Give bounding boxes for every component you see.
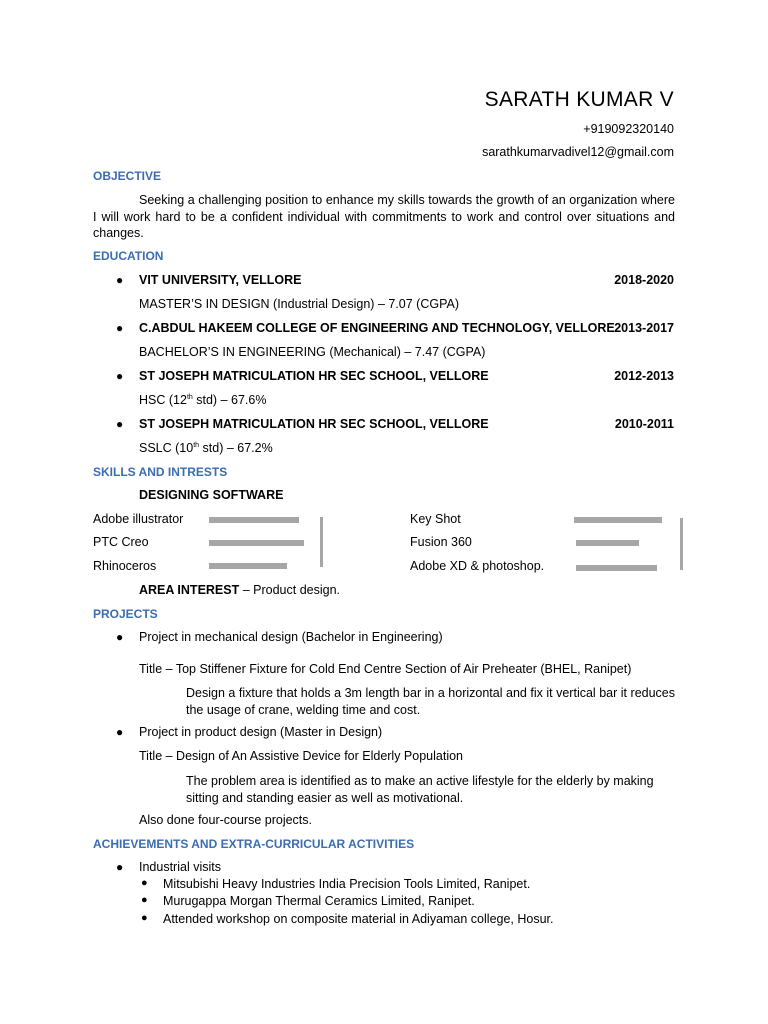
bullet-icon: ● xyxy=(116,273,124,287)
education-detail: HSC (12th std) – 67.6% xyxy=(139,393,267,407)
projects-heading: PROJECTS xyxy=(93,607,158,621)
bullet-icon: ● xyxy=(141,894,148,906)
education-school: ST JOSEPH MATRICULATION HR SEC SCHOOL, VELLORE xyxy=(139,417,489,431)
achievement-item: Murugappa Morgan Thermal Ceramics Limited, Ranipet. xyxy=(163,894,475,908)
skill-level-bar xyxy=(576,565,657,571)
project-title: Title – Top Stiffener Fixture for Cold End Centre Section of Air Preheater (BHEL, Ranipet) xyxy=(139,662,632,676)
education-school: ST JOSEPH MATRICULATION HR SEC SCHOOL, VELLORE xyxy=(139,369,489,383)
skill-name: Rhinoceros xyxy=(93,559,157,573)
education-school: VIT UNIVERSITY, VELLORE xyxy=(139,273,302,287)
area-interest: AREA INTEREST – Product design. xyxy=(139,583,341,597)
bullet-icon: ● xyxy=(116,369,124,383)
education-detail: MASTER’S IN DESIGN (Industrial Design) – 7.07 (CGPA) xyxy=(139,297,459,311)
achievement-item: Mitsubishi Heavy Industries India Precision Tools Limited, Ranipet. xyxy=(163,877,531,891)
bullet-icon: ● xyxy=(116,630,124,644)
skill-name: Key Shot xyxy=(410,512,461,526)
skill-level-bar xyxy=(576,540,639,546)
education-school: C.ABDUL HAKEEM COLLEGE OF ENGINEERING AND TECHNOLOGY, VELLORE xyxy=(139,321,615,335)
education-years: 2013-2017 xyxy=(614,321,674,335)
bullet-icon: ● xyxy=(141,877,148,889)
project-title: Title – Design of An Assistive Device for Elderly Population xyxy=(139,749,464,763)
skill-level-bar xyxy=(209,517,299,523)
project-label: Project in product design (Master in Design) xyxy=(139,725,383,739)
education-detail: BACHELOR’S IN ENGINEERING (Mechanical) – 7.47 (CGPA) xyxy=(139,345,486,359)
achievement-group-label: Industrial visits xyxy=(139,860,221,874)
education-years: 2012-2013 xyxy=(614,369,674,383)
project-label: Project in mechanical design (Bachelor in Engineering) xyxy=(139,630,443,644)
education-years: 2018-2020 xyxy=(614,273,674,287)
skill-name: Adobe illustrator xyxy=(93,512,184,526)
candidate-name: SARATH KUMAR V xyxy=(484,88,674,111)
skill-level-bar xyxy=(209,563,287,569)
education-years: 2010-2011 xyxy=(614,417,674,431)
bullet-icon: ● xyxy=(116,417,124,431)
skill-level-bar xyxy=(574,517,662,523)
education-detail: SSLC (10th std) – 67.2% xyxy=(139,441,273,455)
bullet-icon: ● xyxy=(116,321,124,335)
phone-number: +919092320140 xyxy=(583,122,674,136)
projects-extra: Also done four-course projects. xyxy=(139,813,313,827)
project-description: Design a fixture that holds a 3m length bar in a horizontal and fix it vertical bar it reduces the usage of crane, welding time and cost. xyxy=(186,686,675,717)
email-address: sarathkumarvadivel12@gmail.com xyxy=(482,145,674,159)
objective-text: Seeking a challenging position to enhance my skills towards the growth of an organization where I will work hard to be a confident individual with commitments to work and control over situations and changes. xyxy=(93,193,675,240)
skill-name: PTC Creo xyxy=(93,535,149,549)
objective-heading: OBJECTIVE xyxy=(93,169,162,183)
skill-name: Fusion 360 xyxy=(410,535,472,549)
skill-name: Adobe XD & photoshop. xyxy=(410,559,545,573)
skills-subheading: DESIGNING SOFTWARE xyxy=(139,488,284,502)
bullet-icon: ● xyxy=(116,725,124,739)
achievements-heading: ACHIEVEMENTS AND EXTRA-CURRICULAR ACTIVITIES xyxy=(93,837,415,851)
bullet-icon: ● xyxy=(116,860,124,874)
education-heading: EDUCATION xyxy=(93,249,164,263)
bullet-icon: ● xyxy=(141,912,148,924)
skill-scale-line xyxy=(680,518,683,570)
skill-scale-line xyxy=(320,517,323,567)
skill-level-bar xyxy=(209,540,304,546)
project-description: The problem area is identified as to make an active lifestyle for the elderly by making sitting and standing easier as well as motivational. xyxy=(186,774,654,805)
skills-heading: SKILLS AND INTRESTS xyxy=(93,465,228,479)
achievement-item: Attended workshop on composite material in Adiyaman college, Hosur. xyxy=(163,912,554,926)
